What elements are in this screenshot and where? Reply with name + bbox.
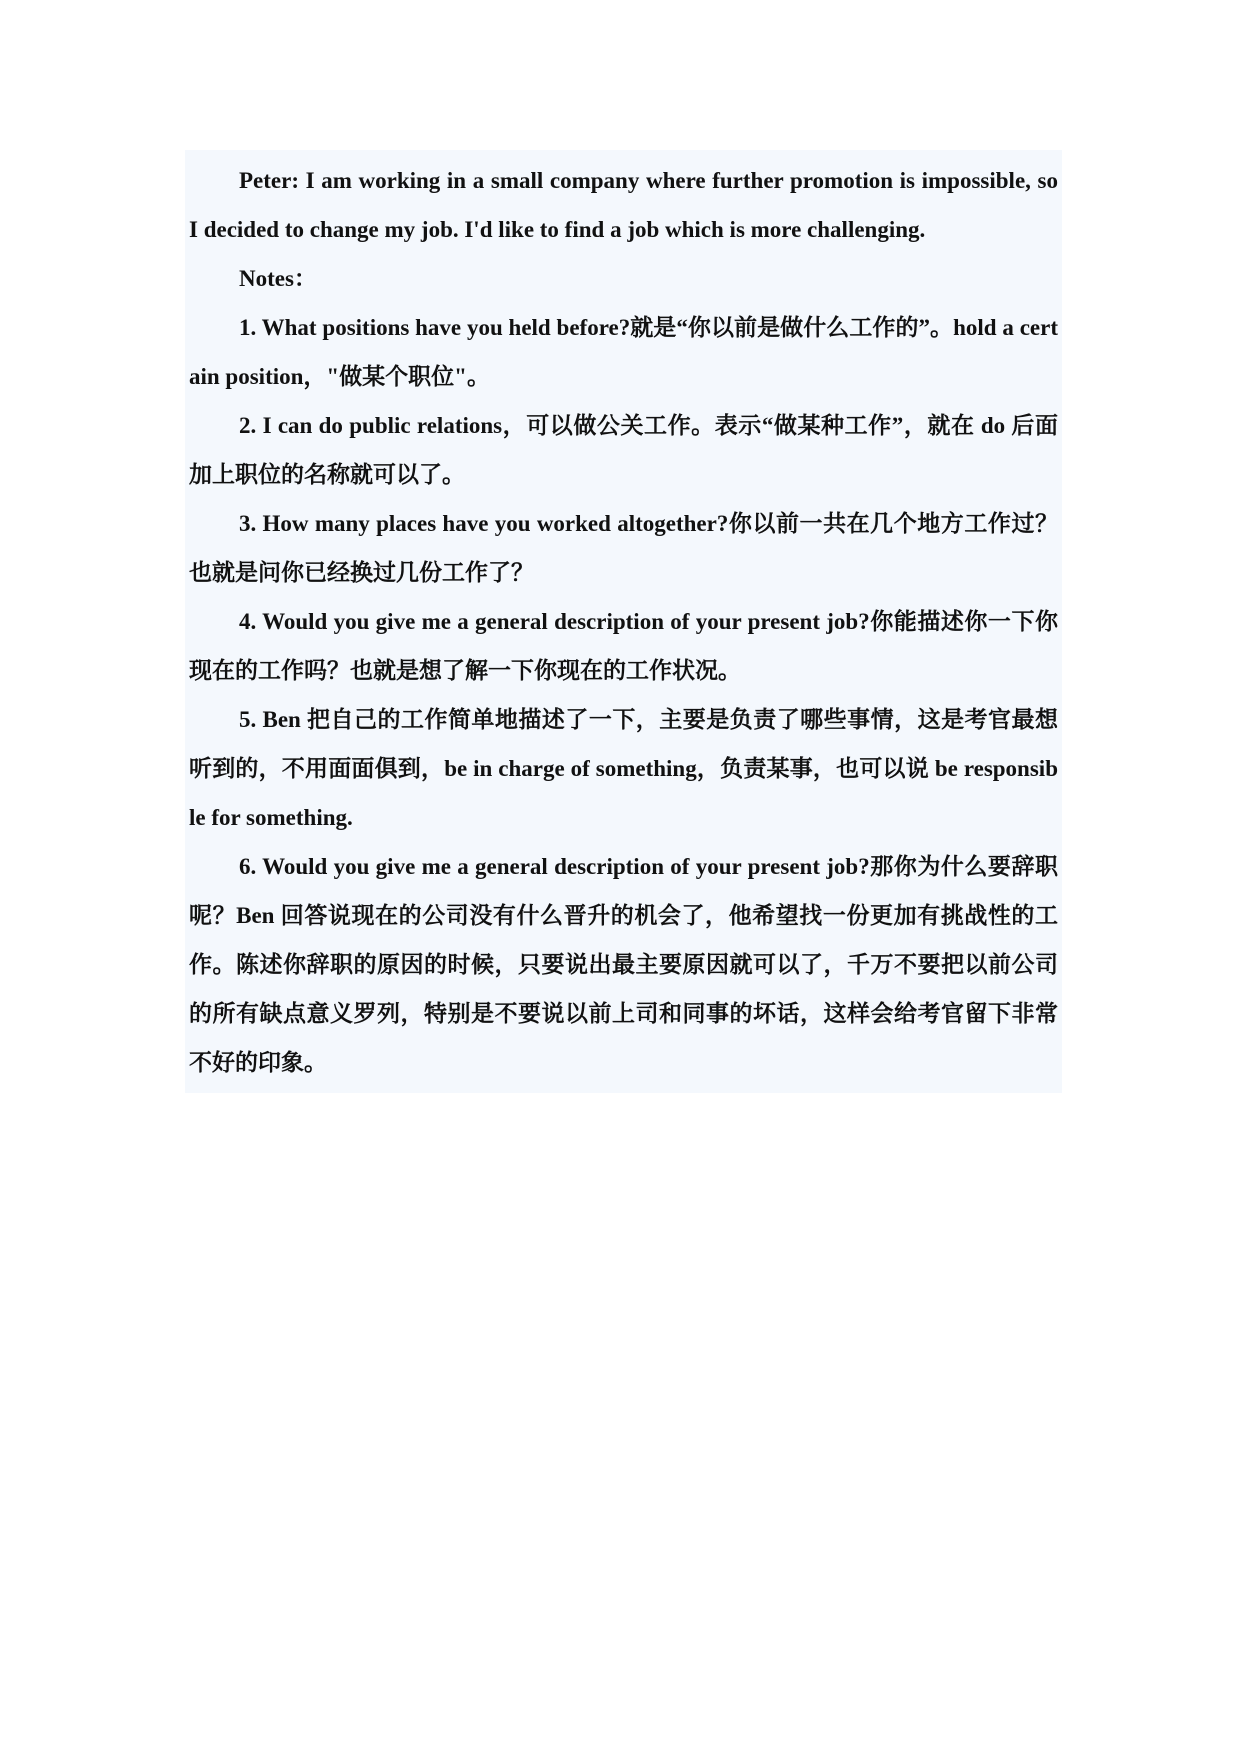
paragraph-note-5: 5. Ben 把自己的工作简单地描述了一下，主要是负责了哪些事情，这是考官最想听到的，不用面面俱到，be in charge of something，负责某事，也可以说 be responsible for something. <box>189 707 1058 830</box>
paragraph-note-3: 3. How many places have you worked altogether?你以前一共在几个地方工作过？也就是问你已经换过几份工作了？ <box>189 511 1058 585</box>
paragraph-peter-statement: Peter: I am working in a small company where further promotion is impossible, so I decided to change my job. I'd like to find a job which is more challenging. <box>189 168 1058 242</box>
paragraph-note-2: 2. I can do public relations，可以做公关工作。表示“做某种工作”，就在 do 后面加上职位的名称就可以了。 <box>189 413 1058 487</box>
paragraph-note-1: 1. What positions have you held before?就是“你以前是做什么工作的”。hold a certain position，"做某个职位"。 <box>189 315 1058 389</box>
paragraph-note-6: 6. Would you give me a general description of your present job?那你为什么要辞职呢？Ben 回答说现在的公司没有什么晋升的机会了，他希望找一份更加有挑战性的工作。陈述你辞职的原因的时候，只要说出最主要原因就可以了，千万不要把以前公司的所有缺点意义罗列，特别是不要说以前上司和同事的坏话，这样会给考官留下非常不好的印象。 <box>189 854 1058 1075</box>
highlighted-text-block <box>185 150 1062 1093</box>
paragraph-note-4: 4. Would you give me a general description of your present job?你能描述你一下你现在的工作吗？也就是想了解一下你现在的工作状况。 <box>189 609 1058 683</box>
paragraph-notes-heading: Notes： <box>239 266 317 291</box>
